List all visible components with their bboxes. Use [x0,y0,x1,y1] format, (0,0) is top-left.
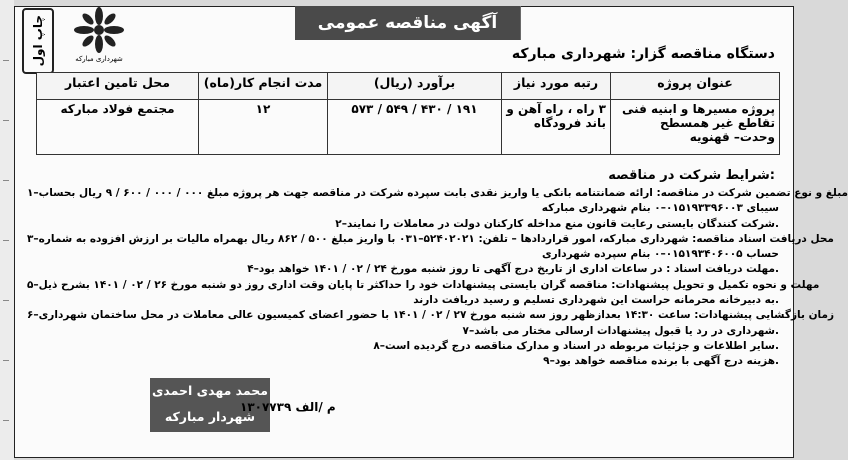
condition-line: به دبیرخانه محرمانه حراست این شهرداری تسلیم و رسید دریافت دارند. [413,294,779,307]
organizer-line: دستگاه مناقصه گزار: شهرداری مبارکه [511,46,775,62]
cell-duration: ۱۲ [199,100,328,155]
header-estimate: برآورد (ریال) [328,73,502,100]
cell-project-title: پروژه مسیرها و ابنیه فنی تقاطع غیر همسطح وحدت– قهنویه [611,100,780,155]
table-header-row [37,73,780,100]
conditions-title: شرایط شرکت در مناقصه: [608,168,775,183]
condition-line: ۵–مهلت و نحوه تکمیل و تحویل پیشنهادات: مناقصه گران بایستی پیشنهادات خود را حداکثر تا پایان وقت اداری روز دو شنبه مورخ ۲۶ / ۰۲ / ۱۴۰۱ بشرح ذیل [27,278,820,291]
signer-name: محمد مهدی احمدی [151,383,269,398]
condition-line: ۳–محل دریافت اسناد مناقصه: شهرداری مبارکه، امور قراردادها – تلفن: ۵۲۴۰۲۰۲۱–۰۳۱ با واریز مبلغ ۵۰۰ / ۸۶۲ ریال بهمراه مالیات بر ارزش افزوده به شماره [27,232,834,245]
page-edge-strip [0,0,14,460]
table-row [37,100,780,155]
header-funding-source: محل تامین اعتبار [37,73,199,100]
logo-caption: شهرداری مبارکه [75,55,123,63]
condition-line: ۲–شرکت کنندگان بایستی رعایت قانون منع مداخله کارکنان دولت در معاملات را نمایند. [335,217,779,230]
print-edition-badge [22,8,54,74]
municipality-logo [64,6,134,64]
condition-line: ۶–زمان بازگشایی پیشنهادات: ساعت ۱۴:۳۰ بعدازظهر روز سه شنبه مورخ ۲۷ / ۰۲ / ۱۴۰۱ با حضور اعضای کمیسیون عالی معاملات در محل ساختمان شهرداری [27,309,835,322]
condition-line: حساب ۰۱۵۱۹۳۴۰۶۰۰۵–۰ بنام سپرده شهرداری [542,248,779,261]
header-project-title: عنوان پروژه [611,73,780,100]
condition-line: سیبای ۰۱۵۱۹۳۳۹۶۰۰۳–۰ بنام شهرداری مبارکه [541,202,779,215]
print-edition-label: چاپ اول [31,15,45,67]
condition-line: ۷–شهرداری در رد یا قبول پیشنهادات ارسالی مختار می باشد. [462,324,779,337]
condition-line: ۴–مهلت دریافت اسناد : در ساعات اداری از تاریخ درج آگهی تا روز شنبه مورخ ۲۴ / ۰۲ / ۱۴۰۱ خواهد بود. [247,263,779,276]
tender-table [36,72,780,155]
notice-banner: آگهی مناقصه عمومی [295,6,520,40]
notice-code: م /الف ۱۳۰۷۷۳۹ [240,400,336,414]
cell-estimate: ۱۹۱ / ۴۳۰ / ۵۴۹ / ۵۷۳ [328,100,502,155]
cell-required-rank: ۳ راه ، راه آهن و باند فرودگاه [502,100,611,155]
cell-funding-source: مجتمع فولاد مبارکه [37,100,199,155]
header-duration: مدت انجام کار(ماه) [199,73,328,100]
condition-line: ۸–سایر اطلاعات و جزئیات مربوطه در اسناد و مدارک مناقصه درج گردیده است. [373,339,779,352]
header-required-rank: رتبه مورد نیاز [502,73,611,100]
condition-line: ۱–مبلغ و نوع تضمین شرکت در مناقصه: ارائه ضمانتنامه بانکی یا واریز نقدی بابت سپرده شرکت در مناقصه جهت هر پروژه مبلغ ۰۰۰ / ۰۰۰ / ۶۰۰ / ۹ ریال بحساب [27,187,848,199]
condition-line: ۹–هزینه درج آگهی با برنده مناقصه خواهد بود. [543,355,779,368]
signer-title: شهردار مبارکه [164,409,256,424]
conditions-list [27,186,848,370]
